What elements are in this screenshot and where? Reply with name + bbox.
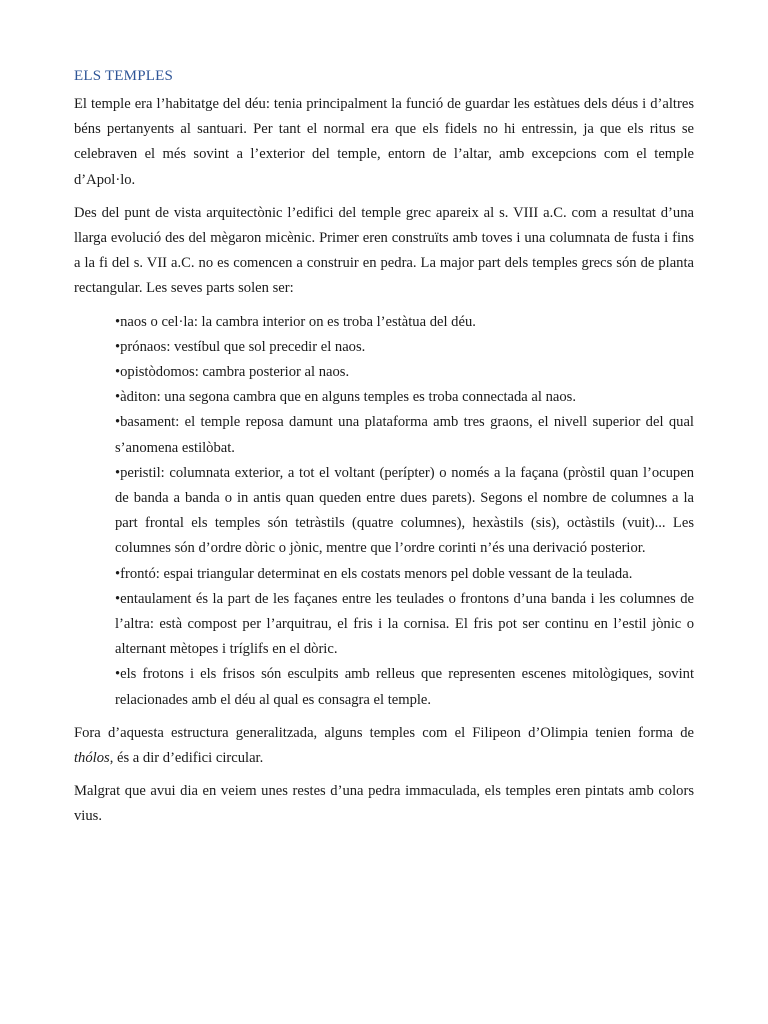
tholos-text-after: , és a dir d’edifici circular. — [109, 750, 264, 767]
list-item: •prónaos: vestíbul que sol precedir el naos. — [115, 338, 366, 355]
list-item: •peristil: columnata exterior, a tot el voltant (perípter) o només a la façana (pròstil quan l’ocupen de banda a banda o in antis quan queden entre dues parets). Segons el nombre de columnes a la part frontal els temples són tetràstils (quatre columnes), hexàstils (sis), octàstils (vuit)... Les columnes són d’ordre dòric o jònic, mentre que l’ordre corinti n’és una derivació posterior. — [115, 464, 694, 557]
section-heading: ELS TEMPLES — [74, 68, 174, 84]
list-item: •naos o cel·la: la cambra interior on es troba l’estàtua del déu. — [115, 313, 476, 330]
list-item: •opistòdomos: cambra posterior al naos. — [115, 364, 350, 381]
list-item: •frontó: espai triangular determinat en els costats menors pel doble vessant de la teulada. — [115, 565, 633, 582]
list-item: •els frotons i els frisos són esculpits amb relleus que representen escenes mitològiques, sovint relacionades amb el déu al qual es consagra el temple. — [115, 666, 694, 708]
closing-paragraph: Malgrat que avui dia en veiem unes restes d’una pedra immaculada, els temples eren pintats amb colors vius. — [74, 783, 694, 825]
architecture-paragraph: Des del punt de vista arquitectònic l’edifici del temple grec apareix al s. VIII a.C. com a resultat d’una llarga evolució des del mègaron micènic. Primer eren construïts amb toves i una columnata de fusta i fins a la fi del s. VII a.C. no es comencen a construir en pedra. La major part dels temples grecs són de planta rectangular. Les seves parts solen ser: — [74, 204, 694, 297]
tholos-paragraph — [74, 721, 694, 771]
list-item: •àditon: una segona cambra que en alguns temples es troba connectada al naos. — [115, 389, 577, 406]
tholos-text-before: Fora d’aquesta estructura generalitzada, alguns temples com el Filipeon d’Olimpia tenien forma de — [74, 724, 694, 741]
document-page — [74, 66, 694, 838]
temple-parts-list — [115, 310, 694, 713]
list-item: •basament: el temple reposa damunt una plataforma amb tres graons, el nivell superior del qual s’anomena estilòbat. — [115, 414, 694, 456]
intro-paragraph: El temple era l’habitatge del déu: tenia principalment la funció de guardar les estàtues dels déus i d’altres béns pertanyents al santuari. Per tant el normal era que els fidels no hi entressin, ja que els ritus se celebraven el més sovint a l’exterior del temple, entorn de l’altar, amb excepcions com el temple d’Apol·lo. — [74, 96, 694, 188]
tholos-italic-term: thólos — [74, 750, 110, 767]
list-item: •entaulament és la part de les façanes entre les teulades o frontons d’una banda i les columnes de l’altra: està compost per l’arquitrau, el fris i la cornisa. El fris pot ser continu en l’estil jònic o alternant mètopes i tríglifs en el dòric. — [115, 590, 694, 658]
